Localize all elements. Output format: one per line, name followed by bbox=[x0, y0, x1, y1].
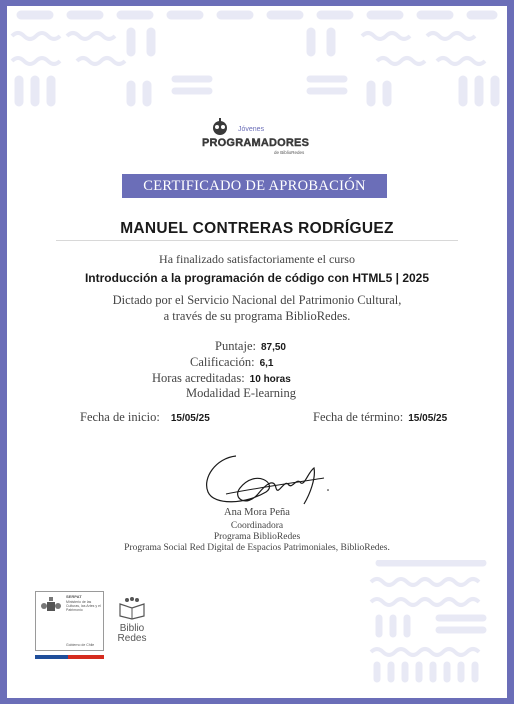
signer-program: Programa BiblioRedes bbox=[213, 532, 301, 542]
gobierno-de-chile-logo bbox=[35, 591, 104, 661]
gov-label: Gobierno de Chile bbox=[66, 643, 95, 647]
completion-text: Ha finalizado satisfactoriamente el curso bbox=[159, 252, 355, 266]
gov-agency: SERPAT bbox=[66, 594, 82, 599]
signature bbox=[196, 448, 336, 514]
signer-role: Coordinadora bbox=[230, 521, 284, 531]
logo-sub-text: de BiblioRedes bbox=[274, 150, 305, 155]
dictated-by-line2: a través de su programa BiblioRedes. bbox=[163, 309, 351, 323]
hours-label: Horas acreditadas: bbox=[152, 371, 245, 385]
grade-label: Calificación: bbox=[190, 355, 255, 369]
footer-pattern bbox=[366, 560, 496, 685]
score-label: Puntaje: bbox=[215, 339, 256, 353]
name-underline bbox=[56, 240, 458, 241]
jovenes-programadores-logo bbox=[198, 118, 314, 160]
signer-name: Ana Mora Peña bbox=[224, 507, 290, 518]
hours-row bbox=[152, 370, 291, 386]
dictated-by-line1: Dictado por el Servicio Nacional del Patrimonio Cultural, bbox=[112, 293, 402, 307]
course-name: Introducción a la programación de código con HTML5 | 2025 bbox=[84, 271, 430, 285]
recipient-name: MANUEL CONTRERAS RODRÍGUEZ bbox=[120, 220, 394, 237]
start-date-row bbox=[80, 409, 210, 425]
hours-value: 10 horas bbox=[249, 374, 291, 385]
header-pattern bbox=[7, 6, 507, 116]
score-row bbox=[215, 338, 286, 354]
end-date-row bbox=[313, 409, 447, 425]
grade-value: 6,1 bbox=[259, 358, 274, 369]
coat-of-arms-icon bbox=[40, 596, 62, 618]
end-date-label: Fecha de término: bbox=[313, 410, 404, 424]
signer-organization: Programa Social Red Digital de Espacios Patrimoniales, BiblioRedes. bbox=[124, 543, 390, 553]
score-value: 87,50 bbox=[260, 342, 286, 353]
book-icon bbox=[118, 596, 146, 620]
certificate-title-badge: CERTIFICADO DE APROBACIÓN bbox=[122, 174, 387, 198]
grade-row bbox=[190, 354, 273, 370]
gov-flag-stripe bbox=[35, 655, 104, 659]
logo-main-text: PROGRAMADORES bbox=[202, 137, 310, 149]
end-date-value: 15/05/25 bbox=[408, 413, 448, 424]
start-date-value: 15/05/25 bbox=[170, 413, 210, 424]
biblio-line2: Redes bbox=[117, 633, 147, 644]
gov-logo-box bbox=[35, 591, 104, 651]
start-date-label: Fecha de inicio: bbox=[80, 410, 160, 424]
gov-ministry: Ministerio de las Culturas, las Artes y el Patrimonio bbox=[66, 600, 101, 612]
logo-small-text: Jóvenes bbox=[238, 126, 265, 133]
biblio-line1: Biblio bbox=[119, 623, 145, 634]
biblioredes-logo bbox=[112, 596, 152, 651]
modality: Modalidad E-learning bbox=[186, 386, 297, 400]
